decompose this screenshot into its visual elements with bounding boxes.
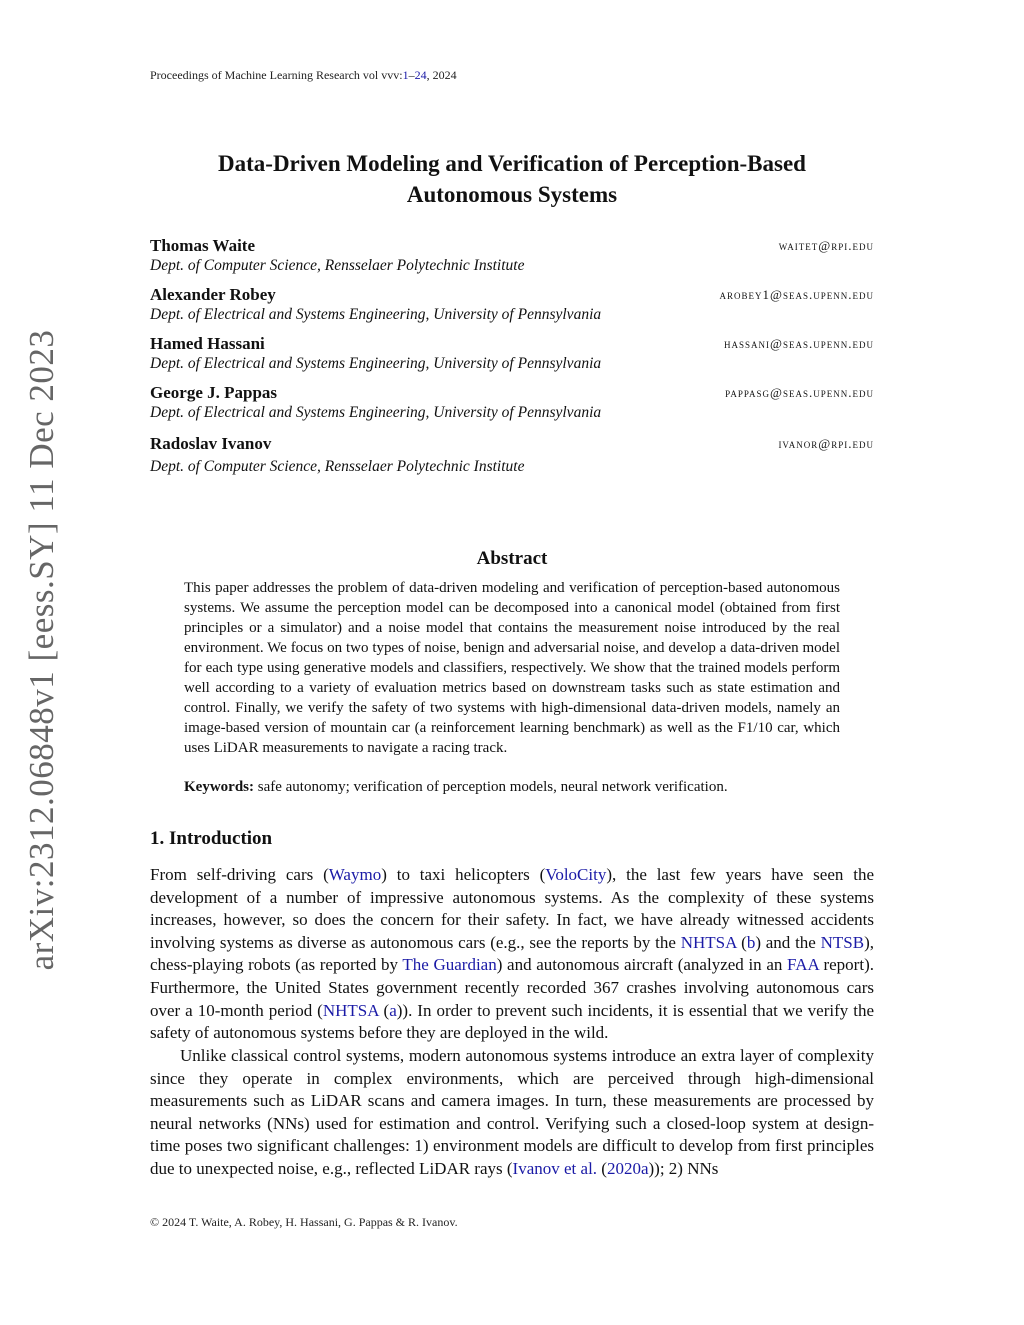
text-run: From self-driving cars (	[150, 865, 329, 884]
volocity-link[interactable]: VoloCity	[545, 865, 607, 884]
author-affiliation: Dept. of Electrical and Systems Engineering, University of Pennsylvania	[150, 404, 602, 421]
text-run: ), the last few years have seen the development of a number of impressive autonomous systems. As the complexity of these systems increases, however, so does the concern for their safety. In fact, we have already witnessed accidents involving systems as diverse as autonomous cars (e.g., see the reports by the	[150, 865, 874, 952]
header-dash: –	[408, 68, 415, 82]
text-run: ) to taxi helicopters (	[381, 865, 546, 884]
text-run: ) and autonomous aircraft (analyzed in an	[496, 955, 788, 975]
nhtsa-link-2[interactable]: NHTSA	[322, 1000, 379, 1020]
author-block	[150, 334, 874, 376]
header-prefix: Proceedings of Machine Learning Research vol vvv:	[150, 68, 403, 82]
author-affiliation: Dept. of Computer Science, Rensselaer Polytechnic Institute	[150, 458, 525, 475]
intro-paragraph-1	[150, 864, 874, 1045]
keywords-text: safe autonomy; verification of perception models, neural network verification.	[254, 779, 728, 795]
abstract-heading: Abstract	[476, 548, 548, 569]
header-year: , 2024	[426, 68, 457, 82]
author-name: Hamed Hassani	[150, 334, 265, 353]
nhtsa-link[interactable]: NHTSA	[680, 932, 737, 952]
author-name: Alexander Robey	[150, 285, 276, 304]
title-line-2: Autonomous Systems	[406, 182, 618, 207]
copyright-footer: © 2024 T. Waite, A. Robey, H. Hassani, G. Pappas & R. Ivanov.	[150, 1215, 458, 1229]
author-affiliation: Dept. of Computer Science, Rensselaer Polytechnic Institute	[150, 257, 525, 274]
paper-title	[150, 148, 874, 210]
waymo-link[interactable]: Waymo	[328, 865, 382, 884]
text-run: (	[736, 932, 747, 952]
header-page-start-link[interactable]: 1	[402, 68, 409, 82]
section-heading: 1. Introduction	[150, 828, 273, 849]
ivanov-year-link[interactable]: 2020a	[606, 1158, 649, 1178]
author-affiliation: Dept. of Electrical and Systems Engineering, University of Pennsylvania	[150, 355, 602, 372]
author-block	[150, 434, 874, 480]
faa-link[interactable]: FAA	[787, 955, 819, 975]
abstract-text: This paper addresses the problem of data-driven modeling and verification of perception-based autonomous systems. We assume the perception model can be decomposed into a canonical model (obtained from first principles or a simulator) and a noise model that contains the measurement noise introduced by the real environment. We focus on two types of noise, benign and adversarial noise, and develop a data-driven model for each type using generative models and classifiers, respectively. We show that the trained models perform well according to a variety of evaluation metrics based on downstream tasks such as state estimation and control. Finally, we verify the safety of two systems with high-dimensional data-driven models, namely an image-based version of mountain car (a reinforcement learning benchmark) as well as the F1/10 car, which uses LiDAR measurements to navigate a racing track.	[184, 580, 840, 756]
text-run: (	[597, 1158, 607, 1178]
keywords	[184, 779, 840, 796]
author-name: Thomas Waite	[150, 236, 256, 255]
keywords-label: Keywords:	[184, 779, 254, 795]
arxiv-stamp-container	[14, 329, 61, 971]
author-block	[150, 285, 874, 327]
author-email: waitet@rpi.edu	[778, 238, 874, 253]
text-run: ) and the	[755, 932, 821, 952]
author-email: pappasg@seas.upenn.edu	[725, 385, 874, 400]
header-page-end-link[interactable]: 24	[414, 68, 427, 82]
text-run: report). Furthermore, the United States government recently recorded 367 crashes involving autonomous cars over a 10-month period (	[150, 955, 874, 1020]
nhtsa-b-link[interactable]: b	[746, 932, 756, 952]
ivanov-citation-link[interactable]: Ivanov et al.	[512, 1158, 598, 1178]
author-name: Radoslav Ivanov	[150, 434, 272, 453]
nhtsa-a-link[interactable]: a	[389, 1000, 397, 1020]
intro-paragraph-2	[150, 1045, 874, 1181]
guardian-link[interactable]: The Guardian	[402, 955, 497, 975]
running-header	[150, 68, 457, 83]
text-run: )); 2) NNs	[648, 1158, 719, 1178]
text-run: (	[378, 1000, 390, 1020]
author-email: arobey1@seas.upenn.edu	[719, 287, 874, 302]
text-run: ), chess-playing robots (as reported by	[150, 932, 874, 975]
author-block	[150, 383, 874, 425]
author-email: ivanor@rpi.edu	[778, 436, 874, 451]
text-run: Unlike classical control systems, modern autonomous systems introduce an extra layer of complexity since they operate in complex environments, which are perceived through high-dimensional measurements such as LiDAR scans and camera images. In turn, these measurements are processed by neural networks (NNs) used for estimation and control. Verifying such a closed-loop system at design-time poses two significant challenges: 1) environment models are difficult to develop from first principles due to unexpected noise, e.g., reflected LiDAR rays (	[150, 1046, 874, 1178]
text-run: )). In order to prevent such incidents, it is essential that we verify the safety of autonomous systems before they are deployed in the wild.	[150, 1000, 874, 1043]
author-block	[150, 236, 874, 278]
author-name: George J. Pappas	[150, 383, 278, 402]
arxiv-stamp: arXiv:2312.06848v1 [eess.SY] 11 Dec 2023	[22, 329, 61, 971]
title-line-1: Data-Driven Modeling and Verification of Perception-Based	[218, 151, 806, 176]
author-affiliation: Dept. of Electrical and Systems Engineering, University of Pennsylvania	[150, 306, 602, 323]
ntsb-link[interactable]: NTSB	[820, 932, 865, 952]
author-email: hassani@seas.upenn.edu	[724, 336, 874, 351]
